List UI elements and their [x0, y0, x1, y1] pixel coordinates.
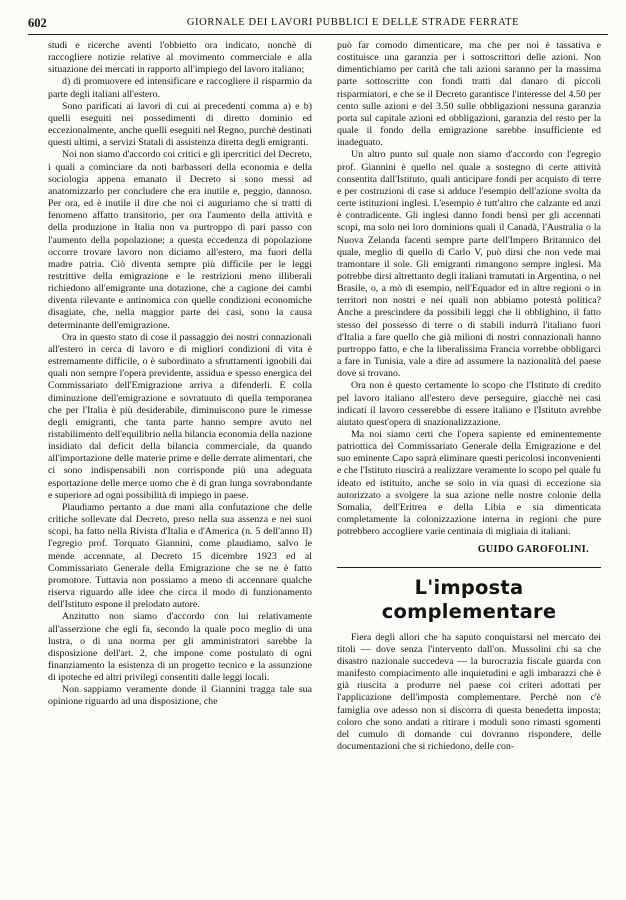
- left-paragraph-1: studi e ricerche aventi l'obbietto ora indicato, nonchè di raccogliere notizie relative al movimento commerciale e alla situazione dei mercati in rapporto all'impiego del lavoro italiano;: [48, 40, 312, 76]
- right-paragraph-1: può far comodo dimenticare, ma che per noi è tassativa e costituisce una garanzia per i sottoscrittori delle azioni. Non dimentichiamo per carità che tali azioni saranno per la massima parte sottoscritte con fondi tratti dal danaro di piccoli risparmiatori, e che se il Decreto garantisce l'interesse del 4.50 per cento sulle azioni e del 3.50 sulle obbligazioni nessuna garanzia porta sul capitale azioni ed obbligazioni, garanzia del resto per la quale il fondo della emigrazione sarebbe insufficiente ed inadeguato.: [337, 40, 601, 149]
- left-paragraph-2: d) di promuovere ed intensificare e raccogliere il risparmio da parte degli italiani all'estero.: [48, 76, 312, 100]
- section-title: L'imposta complementare: [381, 575, 557, 623]
- running-head: GIORNALE DEI LAVORI PUBBLICI E DELLE STRADE FERRATE: [186, 17, 520, 28]
- page-number: 602: [28, 16, 47, 30]
- right-column: [337, 40, 601, 753]
- section-paragraph-1: Fiera degli allori che ha saputo conquistarsi nel mercato dei titoli — dove senza l'intervento dall'on. Mussolini chi sa che disastro nazionale succedeva — la burocrazia fiscale guarda con manifesto compiacimento alle inquietudini e agli imbarazzi che è già riuscita a produrre nel paese coi criteri adottati per l'applicazione dell'imposta complementare. Perchè non c'è famiglia ove adesso non si discorra di questa benedetta imposta; coloro che sono andati a ritirare i moduli sono rimasti sgomenti del cumulo di domande cui dovranno rispondere, delle documentazioni che si richiedono, delle con-: [337, 631, 601, 752]
- left-paragraph-7: Anzitutto non siamo d'accordo con lui relativamente all'asserzione che egli fa, secondo la quale poco meglio di una lustra, o di una norma per gli amministratori sarebbe la disposizione dell'art. 2, che impone come postulato di ogni finanziamento la esistenza di un progetto tecnico e la assunzione di ipoteche ed altri privilegi consentiti dalle leggi locali.: [48, 611, 312, 684]
- right-paragraph-3: Ora non è questo certamente lo scopo che l'Istituto di credito pel lavoro italiano all'estero deve perseguire, giacchè nei casi indicati il lavoro cesserebbe di essere italiano e l'Istituto avrebbe aiutato quest'opera di snazionalizzazione.: [337, 380, 601, 428]
- left-paragraph-6: Plaudiamo pertanto a due mani alla confutazione che delle critiche sollevate dal Decreto, preso nella sua assenza e nei suoi scopi, ha fatto nella Rivista d'Italia e d'America (n. 5 dell'anno II) l'egregio prof. Torquato Giannini, come plaudiamo, salvo le mende accennate, al Decreto 15 dicembre 1923 ed al Commissariato Generale della Emigrazione che se ne è fatto promotore. Tuttavia non possiamo a meno di accennare qualche riserva riguardo alle idee che circa il modo di funzionamento dell'Istituto espone il prelodato autore.: [48, 501, 312, 611]
- left-paragraph-3: Sono parificati ai lavori di cui ai precedenti comma a) e b) quelli eseguiti nei possedimenti di diretto dominio ed eccezionalmente, anche quelli eseguiti nel Regno, purchè destinati questi ultimi, a servizi Statali di assistenza diretta degli emigranti.: [48, 100, 312, 149]
- page-header: [28, 14, 608, 35]
- left-paragraph-5: Ora in questo stato di cose il passaggio dei nostri connazionali all'estero in cerca di lavoro e di migliori condizioni di vita è estremamente difficile, o è subordinato a sfruttamenti ignobili dai quali non sempre l'opera previdente, assidua e spesso energica del Commissariato dell'Emigrazione arriva a difenderli. E colla diminuzione dell'emigrazione e sovratuuto di quella temporanea che per l'Italia è più desiderabile, diminuiscono pure le rimesse degli emigranti, che tanta parte hanno sempre avuto nel ristabilimento dell'equilibrio nella bilancia economia della nazione insidiato dal deficit della bilancia commerciale, da quando all'importazione delle materie prime e delle derrate alimentari, che ci sono indispensabili non corrisponde più una adeguata esportazione delle merce uomo che è di gran lunga sovrabondante e superiore ad ogni possibilità di impiego in paese.: [48, 331, 312, 501]
- left-paragraph-4: Noi non siamo d'accordo coi critici e gli ipercritici del Decreto, i quali a cominciare da noti barbassori della economia e della sociologia appena emanato il Decreto si sono messi ad anatomizzarlo per concludere che era inutile e, peggio, dannoso. Per ora, ed è inutile il dire che noi ci auguriamo che si tratti di fenomeno affatto transitorio, per ora l'aumento della attività e della produzione in Italia non va purtroppo di pari passo con l'aumento della popolazione; a questa eccedenza di popolazione occorre trovare lavoro non diciamo all'estero, ma fuori della madre patria. Ciò diventa sempre più difficile per le leggi restrittive della emigrazione e le restrizioni meno illiberali richiedono all'emigrante una dotazione, che a cagione dei cambi diventa rilevante e antinomica con quelle condizioni economiche disagiate, che, nella maggior parte dei casi, sono la causa determinante dell'emigrazione.: [48, 149, 312, 331]
- left-paragraph-8: Non sappiamo veramente donde il Giannini tragga tale sua opinione riguardo ad una disposizione, che: [48, 684, 312, 708]
- right-paragraph-2: Un altro punto sul quale non siamo d'accordo con l'egregio prof. Giannini è quello nel quale a sostegno di certe attività consentita dall'Istituto, quali anticipare fondi per acquisto di terre e per costruzioni di case si adduce l'esempio dell'azione svolta da certe istituzioni inglesi. L'esempio è tutt'altro che calzante ed anzi è contradicente. Gli inglesi danno fondi bensì per gli accennati scopi, ma solo nei loro dominions quali il Canadà, l'Australia o la Nuova Zelanda facenti sempre parte dell'Impero Britannico del quale, meglio di quello di Carlo V, può dirsi che non vede mai tramontare il sole. Gli emigranti rimangono sempre inglesi. Ma potrebbe dirsi altrettanto degli italiani tramutati in Argentina, o nel Brasile, o, a mò di esempio, nell'Equador ed in altre regioni o in territori non nostri e nei quali non abbiamo potestà politica? Anche a prescindere da possibili leggi che li obblighino, il fatto stesso del possesso di terre o di stabili indurrà l'italiano fuori d'Italia a fare quello che già milioni di nostri connazionali hanno purtroppo fatto, e che la liberalissima Francia vorrebbe obbligarci a fare in Tunisia, vale a dire ad assumere la nazionalità del paese dove si trovano.: [337, 149, 601, 380]
- left-column: [48, 40, 312, 709]
- right-paragraph-4: Ma noi siamo certi che l'opera sapiente ed eminentemente patriottica del Commissariato Generale della Emigrazione e del suo eminente Capo saprà eliminare questi pericolosi inconvenienti e che l'Istituto riuscirà a realizzare veramente lo scopo pel quale fu ideato ed istituito, anche se solo in via quasi di eccezione sia autorizzato a svolgere la sua azione nelle nostre colonie della Somalia, dell'Eritrea e della Libia e sia dimenticata completamente la colonizzazione interna in regioni che pure potrebbero accogliere varie centinaia di migliaia di italiani.: [337, 429, 601, 538]
- section-divider: [337, 567, 601, 568]
- author-signature: GUIDO GAROFOLINI.: [477, 544, 589, 556]
